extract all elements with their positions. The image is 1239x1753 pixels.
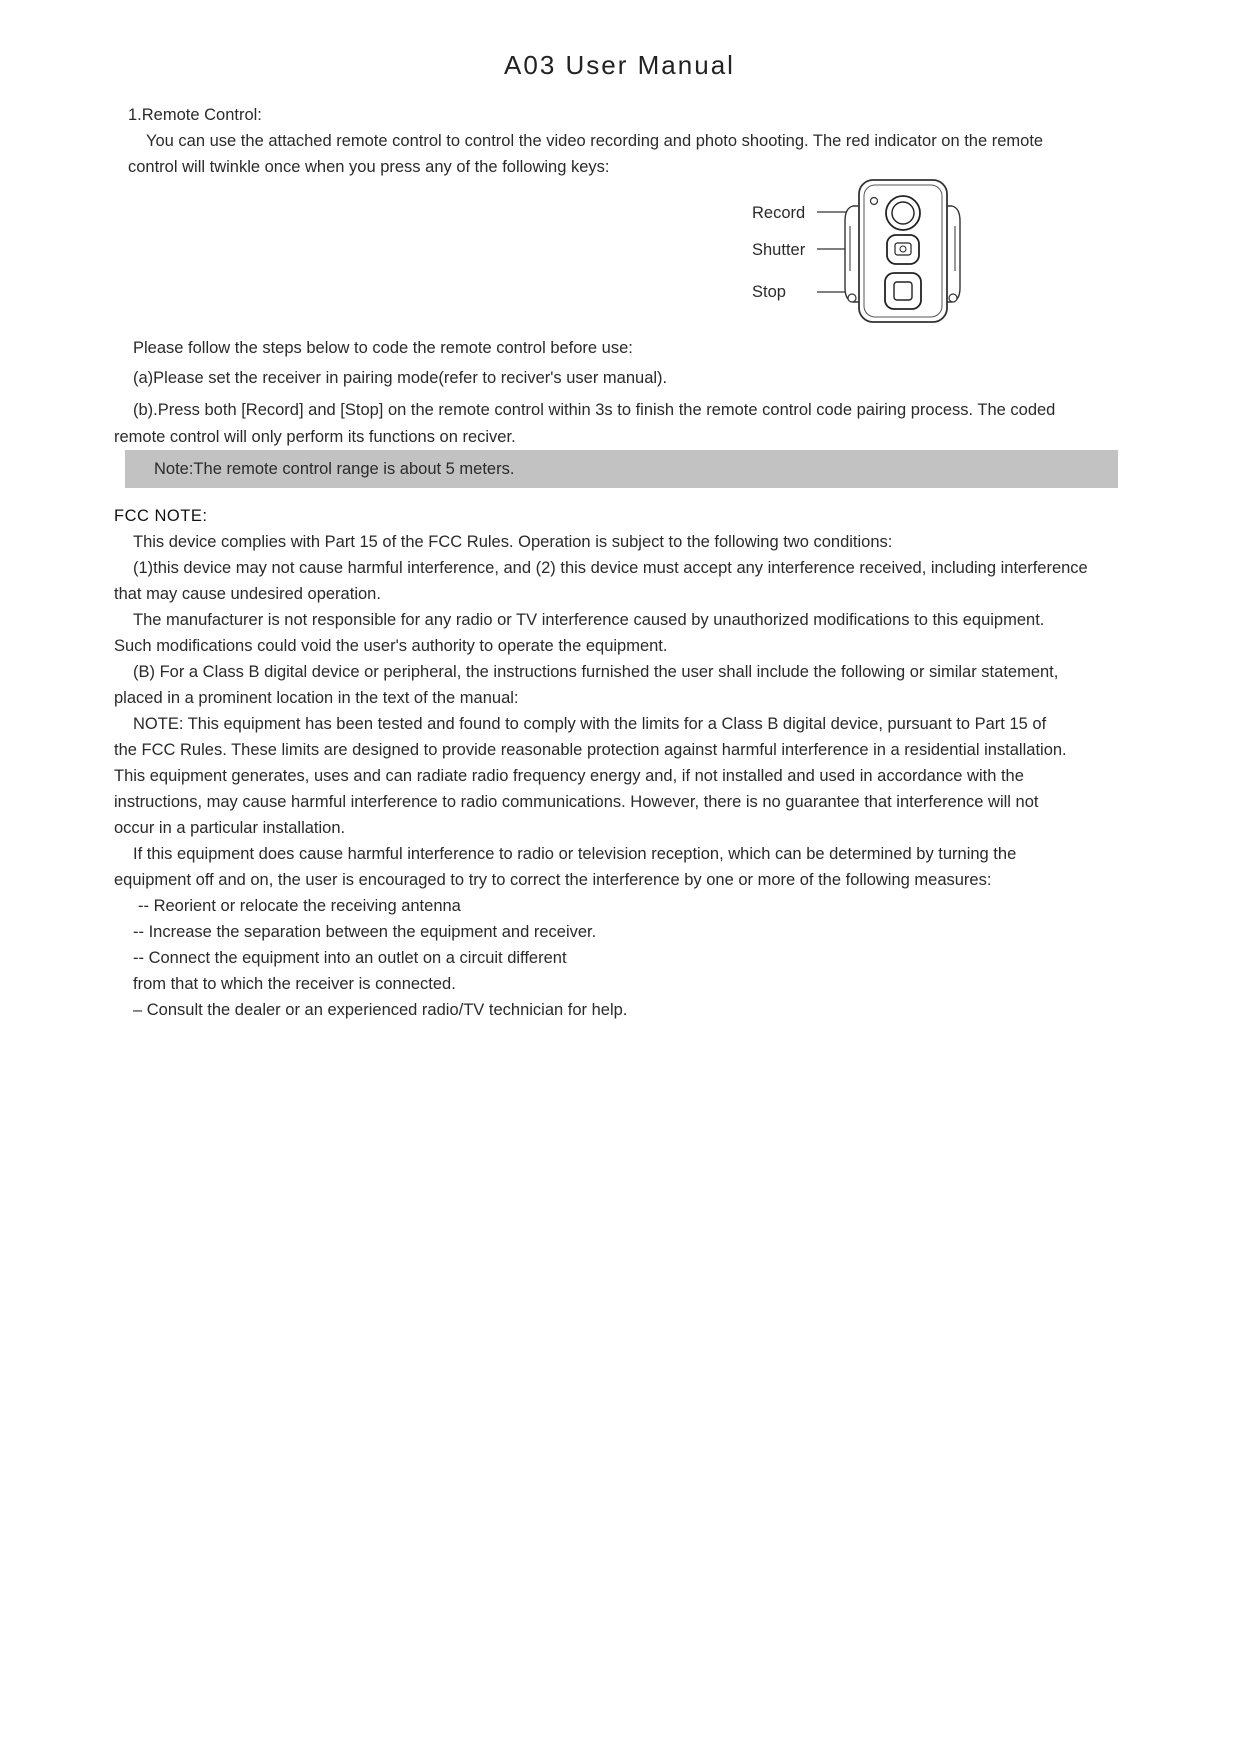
section-heading-remote: 1.Remote Control: xyxy=(128,106,262,124)
fcc-line: If this equipment does cause harmful interference to radio or television reception, which can be determined by turning the xyxy=(133,845,1017,863)
label-shutter: Shutter xyxy=(752,241,806,259)
fcc-line: The manufacturer is not responsible for any radio or TV interference caused by unauthorized modifications to this equipment. xyxy=(133,611,1045,629)
fcc-measure-item: -- Reorient or relocate the receiving antenna xyxy=(138,897,461,915)
fcc-line: NOTE: This equipment has been tested and found to comply with the limits for a Class B digital device, pursuant to Part 15 of xyxy=(133,715,1047,733)
record-button-inner xyxy=(892,202,914,224)
fcc-line: (1)this device may not cause harmful interference, and (2) this device must accept any interference received, including interference xyxy=(133,559,1088,577)
page-title: A03 User Manual xyxy=(504,50,735,80)
remote-intro-line-1: You can use the attached remote control to control the video recording and photo shooting. The red indicator on the remote xyxy=(146,132,1044,150)
range-note-text: Note:The remote control range is about 5 meters. xyxy=(154,460,515,478)
fcc-line: placed in a prominent location in the text of the manual: xyxy=(114,689,519,707)
remote-control-illustration xyxy=(815,176,985,326)
fcc-line: (B) For a Class B digital device or peripheral, the instructions furnished the user shall include the following or similar statement, xyxy=(133,663,1059,681)
left-screw xyxy=(848,294,856,302)
label-record: Record xyxy=(752,204,806,222)
indicator-light xyxy=(871,198,878,205)
fcc-measure-item: from that to which the receiver is connected. xyxy=(133,975,456,993)
fcc-line: instructions, may cause harmful interference to radio communications. However, there is no guarantee that interference will not xyxy=(114,793,1039,811)
camera-icon xyxy=(895,243,911,255)
pairing-step-b-line-2: remote control will only perform its functions on reciver. xyxy=(114,428,516,446)
fcc-measure-item: -- Connect the equipment into an outlet on a circuit different xyxy=(133,949,567,967)
fcc-line: the FCC Rules. These limits are designed to provide reasonable protection against harmful interference in a residential installation. xyxy=(114,741,1067,759)
fcc-line: This device complies with Part 15 of the FCC Rules. Operation is subject to the following two conditions: xyxy=(133,533,893,551)
range-note-box xyxy=(125,450,1118,488)
pairing-step-a: (a)Please set the receiver in pairing mode(refer to reciver's user manual). xyxy=(133,369,668,387)
fcc-heading: FCC NOTE: xyxy=(114,507,208,525)
pairing-step-b-line-1: (b).Press both [Record] and [Stop] on the remote control within 3s to finish the remote control code pairing process. The coded xyxy=(133,401,1056,419)
stop-square-icon xyxy=(894,282,912,300)
right-screw xyxy=(949,294,957,302)
fcc-measure-item: – Consult the dealer or an experienced radio/TV technician for help. xyxy=(133,1001,628,1019)
remote-intro-line-2: control will twinkle once when you press any of the following keys: xyxy=(128,158,610,176)
fcc-line: that may cause undesired operation. xyxy=(114,585,381,603)
label-stop: Stop xyxy=(752,283,786,301)
pairing-steps-intro: Please follow the steps below to code the remote control before use: xyxy=(133,339,633,357)
left-clip xyxy=(845,206,860,302)
fcc-line: This equipment generates, uses and can radiate radio frequency energy and, if not installed and used in accordance with the xyxy=(114,767,1024,785)
fcc-line: equipment off and on, the user is encouraged to try to correct the interference by one or more of the following measures: xyxy=(114,871,992,889)
fcc-line: Such modifications could void the user's authority to operate the equipment. xyxy=(114,637,668,655)
fcc-measure-item: -- Increase the separation between the equipment and receiver. xyxy=(133,923,597,941)
fcc-line: occur in a particular installation. xyxy=(114,819,346,837)
